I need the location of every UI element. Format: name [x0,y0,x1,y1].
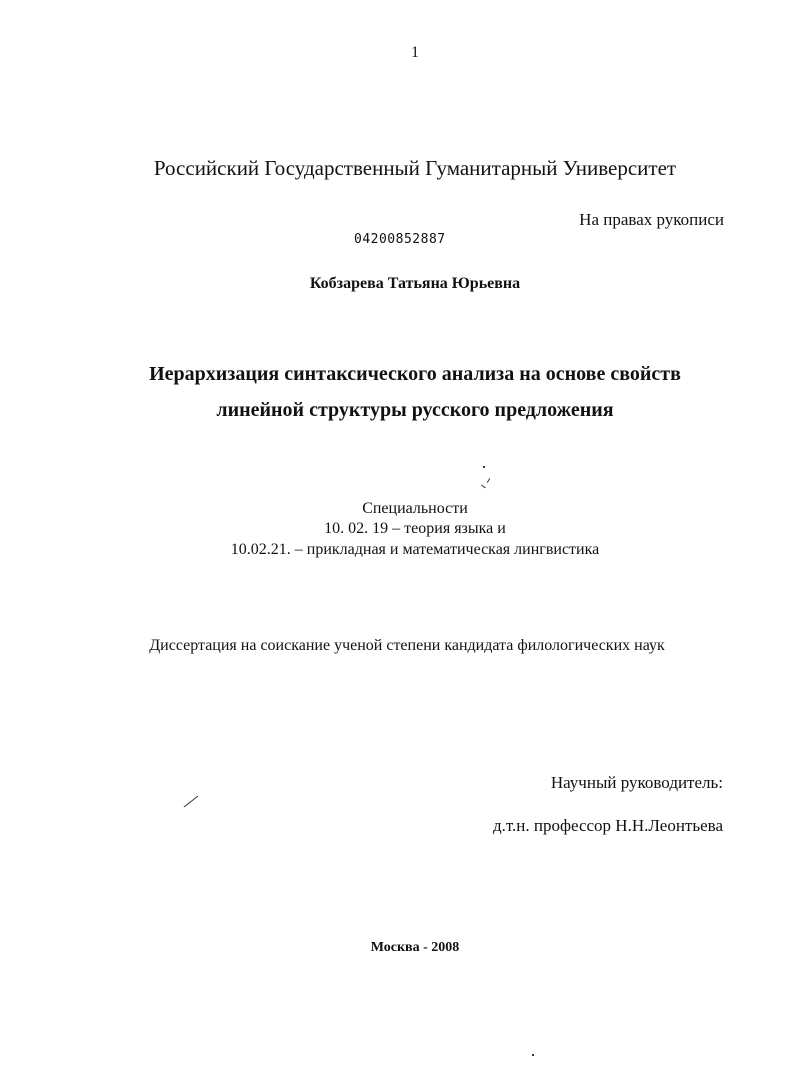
specialty-item-1: 10. 02. 19 – теория языка и [324,520,506,537]
city-year: Москва - 2008 [370,940,460,955]
supervisor-name: д.т.н. профессор Н.Н.Леонтьева [492,816,723,835]
page-number: 1 [411,44,419,61]
degree-statement: Диссертация на соискание ученой степени кандидата филологических наук [149,637,665,654]
title-line-1: Иерархизация синтаксического анализа на основе свойств [149,363,681,385]
scan-speck [532,1054,534,1056]
supervisor-label: Научный руководитель: [550,773,723,792]
scan-speck [481,485,486,489]
specialty-label: Специальности [362,500,468,517]
document-code: 04200852887 [354,232,446,247]
author-name: Кобзарева Татьяна Юрьевна [309,275,521,292]
title-line-2: линейной структуры русского предложения [216,399,614,421]
university-name: Российский Государственный Гуманитарный Университет [153,156,677,180]
pen-stroke-mark [184,796,199,808]
rights-notice: На правах рукописи [579,210,724,229]
scan-speck [487,478,490,483]
scan-speck [483,466,485,468]
dissertation-title [0,356,799,428]
specialty-item-2: 10.02.21. – прикладная и математическая лингвистика [230,541,600,558]
